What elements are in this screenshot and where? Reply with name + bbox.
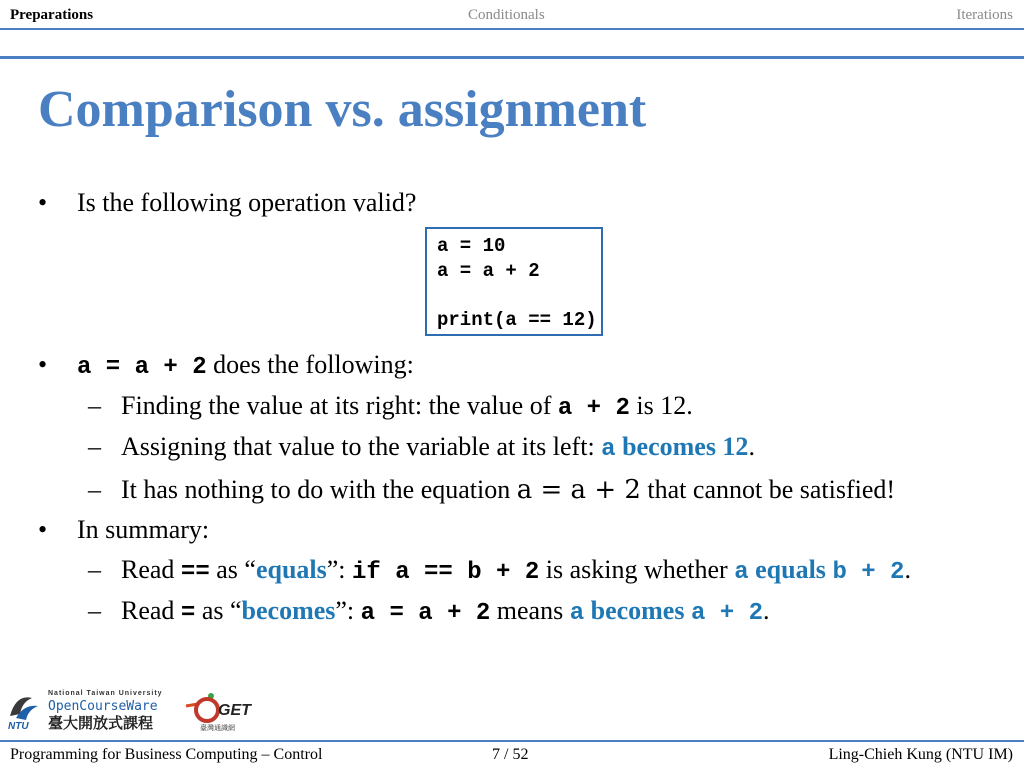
- dash-mark: –: [88, 596, 101, 625]
- sub-bullet-text: Assigning that value to the variable at its left: a becomes 12.: [121, 432, 755, 463]
- get-text: GET: [218, 702, 251, 719]
- dash-mark: –: [88, 555, 101, 584]
- dash-mark: –: [88, 475, 101, 504]
- code-line-4: print(a == 12): [437, 309, 597, 331]
- inline-code: a: [601, 436, 616, 463]
- dash-mark: –: [88, 391, 101, 420]
- ocw-text: OpenCourseWare: [48, 699, 158, 714]
- ntu-emblem-icon: [10, 697, 38, 720]
- ocw-cn-text: 臺大開放式課程: [48, 714, 154, 732]
- inline-code: a = a + 2: [360, 600, 491, 627]
- get-cn-text: 臺灣通識網: [200, 724, 235, 732]
- bullet-text: Is the following operation valid?: [77, 188, 417, 217]
- inline-code: a + 2: [690, 600, 763, 627]
- code-box: [425, 227, 603, 336]
- nav-item-iterations[interactable]: Iterations: [956, 7, 1013, 23]
- footer-course: Programming for Business Computing – Control: [10, 746, 323, 763]
- nav-item-preparations[interactable]: Preparations: [10, 7, 94, 23]
- footer-divider: [0, 740, 1024, 742]
- inline-code: a: [734, 559, 749, 586]
- highlight-text: equals: [748, 555, 833, 584]
- bullet-mark: •: [38, 515, 48, 544]
- nav-item-conditionals[interactable]: Conditionals: [468, 7, 545, 23]
- math-equation: a = a + 2: [516, 475, 641, 505]
- dash-mark: –: [88, 432, 101, 461]
- highlight-text: becomes: [241, 596, 336, 625]
- code-line-2: a = a + 2: [437, 260, 540, 282]
- code-line-1: a = 10: [437, 235, 506, 257]
- bullet-text: a = a + 2 does the following:: [77, 350, 414, 381]
- ntu-short-text: NTU: [8, 721, 29, 732]
- nav-divider: [0, 28, 1024, 30]
- sub-bullet-text: It has nothing to do with the equation a = a + 2 that cannot be satisfied!: [121, 475, 896, 505]
- bullet-mark: •: [38, 188, 48, 217]
- inline-code: ==: [180, 559, 210, 586]
- inline-code: =: [180, 600, 196, 627]
- sub-bullet-text: Finding the value at its right: the value of a + 2 is 12.: [121, 391, 693, 422]
- course-logos: [6, 684, 256, 734]
- inline-code: b + 2: [832, 559, 905, 586]
- ocw-logo: [6, 684, 256, 734]
- highlight-text: becomes 12: [615, 432, 749, 461]
- inline-code: a: [569, 600, 585, 627]
- section-nav: [0, 0, 1024, 30]
- inline-code: a + 2: [557, 395, 630, 422]
- highlight-text: equals: [255, 555, 327, 584]
- footer-page-number: 7 / 52: [492, 746, 529, 763]
- inline-code: if a == b + 2: [352, 559, 540, 586]
- sub-bullet-text: Read == as “equals”: if a == b + 2 is asking whether a equals b + 2.: [121, 555, 911, 586]
- bullet-mark: •: [38, 350, 48, 379]
- inline-code: a = a + 2: [77, 354, 207, 381]
- bullet-text: In summary:: [77, 515, 210, 544]
- highlight-text: becomes: [584, 596, 691, 625]
- footer-author: Ling-Chieh Kung (NTU IM): [828, 746, 1013, 763]
- ntu-name-text: National Taiwan University: [48, 690, 163, 697]
- sub-bullet-text: Read = as “becomes”: a = a + 2 means a becomes a + 2.: [121, 596, 770, 627]
- title-divider: [0, 56, 1024, 59]
- slide-title: Comparison vs. assignment: [38, 81, 647, 138]
- get-logo-icon: [186, 693, 218, 721]
